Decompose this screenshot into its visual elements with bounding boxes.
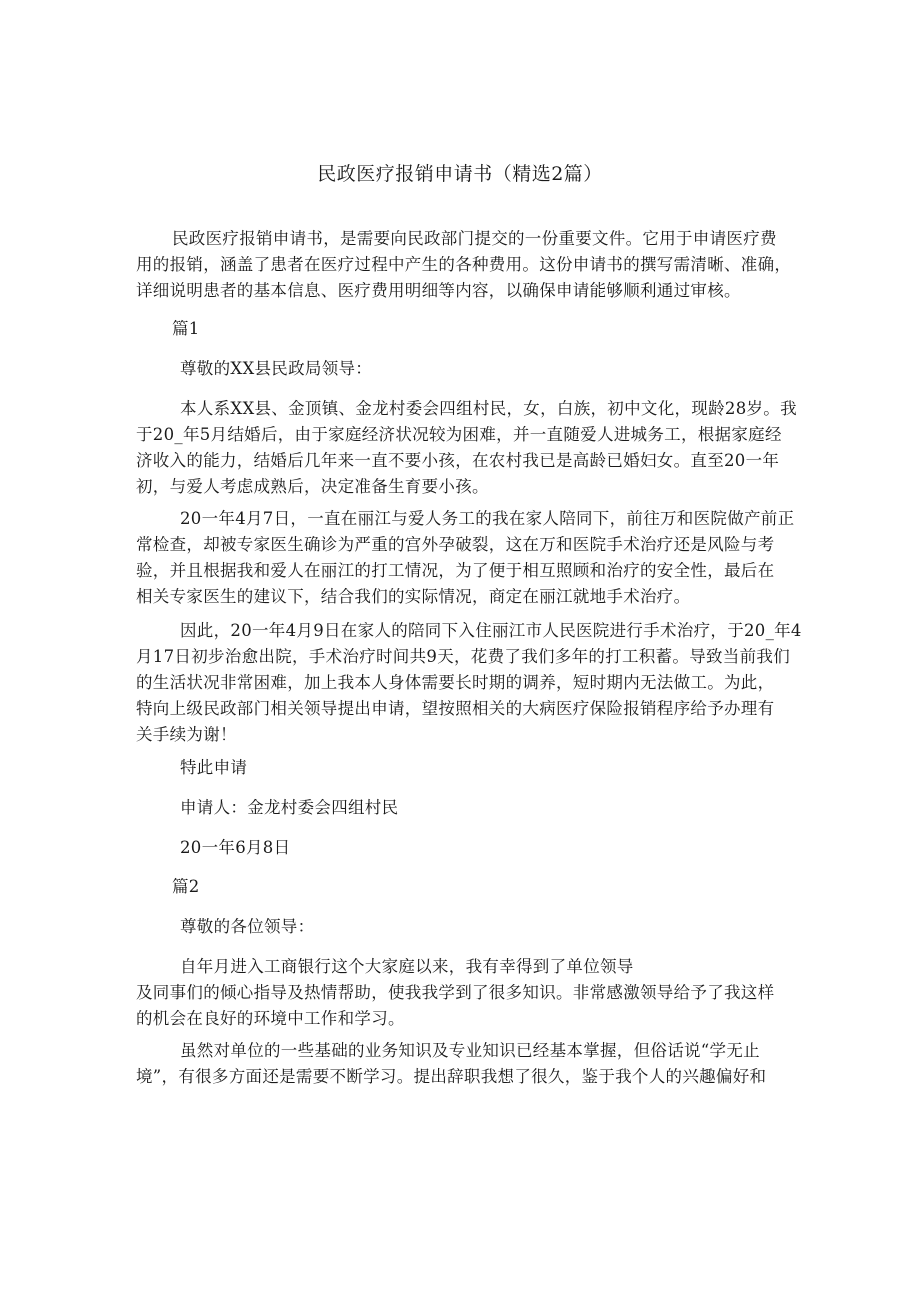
article1-date: 20一年6月8日 bbox=[180, 838, 291, 857]
a2p1-line-2: 及同事们的倾心指导及热情帮助，使我我学到了很多知识。非常感激领导给予了我这样 bbox=[136, 983, 775, 1002]
intro-paragraph bbox=[136, 226, 796, 304]
a1p3-line-5: 关手续为谢！ bbox=[136, 725, 237, 744]
a1p2-line-4: 相关专家医生的建议下，结合我们的实际情况，商定在丽江就地手术治疗。 bbox=[136, 587, 691, 606]
a1p3-line-1: 因此，20一年4月9日在家人的陪同下入住丽江市人民医院进行手术治疗，于20_年4 bbox=[180, 621, 802, 640]
intro-line-3: 详细说明患者的基本信息、医疗费用明细等内容，以确保申请能够顺利通过审核。 bbox=[136, 281, 741, 300]
a2p1-line-1: 自年月进入工商银行这个大家庭以来，我有幸得到了单位领导 bbox=[180, 957, 634, 976]
intro-line-1: 民政医疗报销申请书，是需要向民政部门提交的一份重要文件。它用于申请医疗费 bbox=[172, 229, 777, 248]
a1p1-line-4: 初，与爱人考虑成熟后，决定准备生育要小孩。 bbox=[136, 477, 489, 496]
a1p2-line-1: 20一年4月7日，一直在丽江与爱人务工的我在家人陪同下，前往万和医院做产前正 bbox=[180, 509, 795, 528]
article1-closing: 特此申请 bbox=[180, 758, 248, 777]
a1p1-line-1: 本人系XX县、金顶镇、金龙村委会四组村民，女，白族，初中文化，现龄28岁。我 bbox=[180, 399, 797, 418]
document-title: 民政医疗报销申请书（精选2篇） bbox=[317, 163, 603, 185]
a1p2-line-2: 常检查，却被专家医生确诊为严重的宫外孕破裂，这在万和医院手术治疗还是风险与考 bbox=[136, 535, 775, 554]
article1-applicant: 申请人：金龙村委会四组村民 bbox=[180, 798, 399, 817]
a2p2-line-1: 虽然对单位的一些基础的业务知识及专业知识已经基本掌握，但俗话说“学无止 bbox=[180, 1041, 760, 1060]
a1p3-line-4: 特向上级民政部门相关领导提出申请，望按照相关的大病医疗保险报销程序给予办理有 bbox=[136, 699, 775, 718]
a1p1-line-2: 于20_年5月结婚后，由于家庭经济状况较为困难，并一直随爱人进城务工，根据家庭经 bbox=[136, 425, 782, 444]
article1-paragraph-2 bbox=[136, 506, 796, 610]
article1-paragraph-3 bbox=[136, 618, 802, 748]
a2p2-line-2: 境”，有很多方面还是需要不断学习。提出辞职我想了很久，鉴于我个人的兴趣偏好和 bbox=[136, 1067, 767, 1086]
article2-label: 篇2 bbox=[172, 877, 200, 896]
a1p3-line-2: 月17日初步治愈出院，手术治疗时间共9天，花费了我们多年的打工积蓄。导致当前我们 bbox=[136, 647, 790, 666]
article2-paragraph-2 bbox=[136, 1038, 796, 1090]
article1-label: 篇1 bbox=[172, 319, 200, 338]
a1p1-line-3: 济收入的能力，结婚后几年来一直不要小孩，在农村我已是高龄已婚妇女。直至20一年 bbox=[136, 451, 780, 470]
article1-salutation: 尊敬的XX县民政局领导： bbox=[180, 359, 373, 378]
a1p2-line-3: 验，并且根据我和爱人在丽江的打工情况，为了便于相互照顾和治疗的安全性，最后在 bbox=[136, 561, 775, 580]
article2-salutation: 尊敬的各位领导： bbox=[180, 917, 315, 936]
article1-paragraph-1 bbox=[136, 396, 796, 500]
article2-paragraph-1 bbox=[136, 954, 796, 1032]
a2p1-line-3: 的机会在良好的环境中工作和学习。 bbox=[136, 1009, 405, 1028]
intro-line-2: 用的报销，涵盖了患者在医疗过程中产生的各种费用。这份申请书的撰写需清晰、准确， bbox=[136, 255, 792, 274]
a1p3-line-3: 的生活状况非常困难，加上我本人身体需要长时期的调养，短时期内无法做工。为此， bbox=[136, 673, 775, 692]
